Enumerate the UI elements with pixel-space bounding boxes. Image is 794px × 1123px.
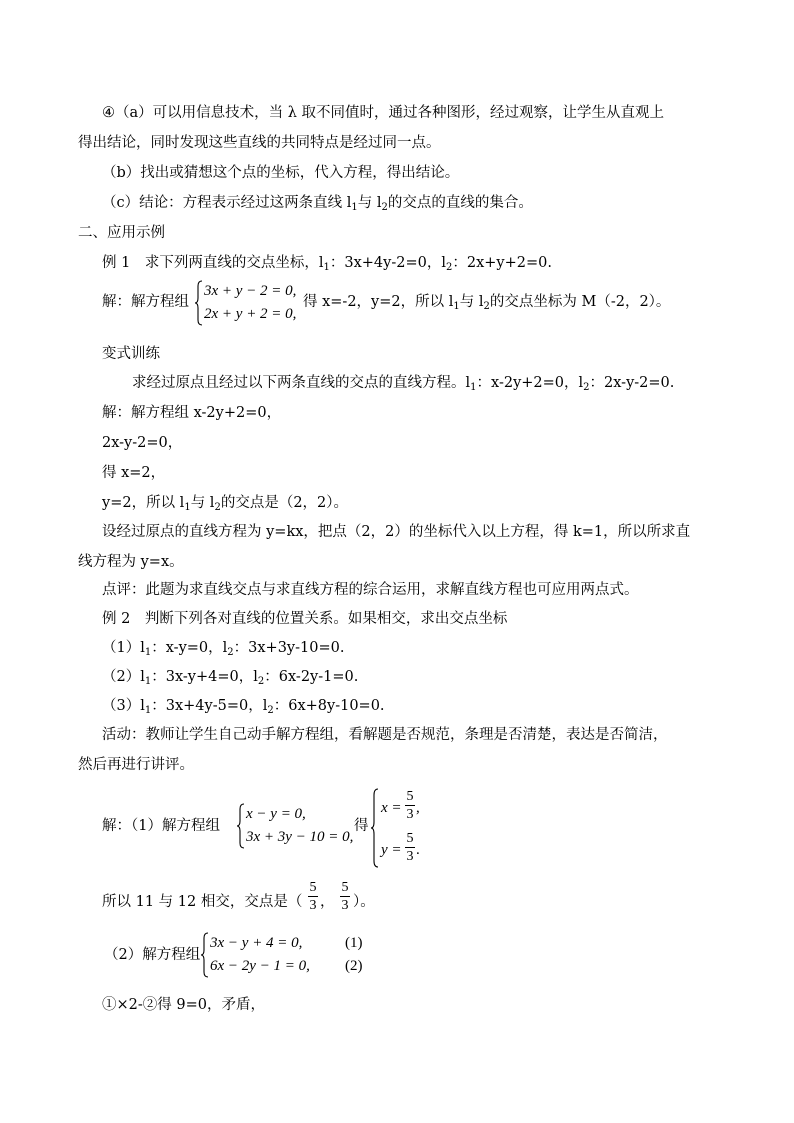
equation: 3x + y − 2 = 0,: [204, 283, 297, 299]
equation: 3x − y + 4 = 0,: [210, 935, 303, 951]
solution-2-1-prefix: 解：（1）解方程组: [102, 818, 220, 834]
subscript: 2: [267, 705, 274, 716]
equation: x =: [381, 800, 402, 816]
equation: 3x + 3y − 10 = 0,: [246, 829, 354, 845]
paragraph-line: 然后再进行讲评。: [78, 757, 194, 773]
subscript: 1: [470, 382, 477, 393]
text: ：2x-y-2=0.: [589, 375, 675, 391]
punctuation: ,: [416, 800, 420, 816]
solution-1-result: [303, 292, 670, 312]
paragraph-line: [102, 493, 348, 513]
subscript: 1: [144, 647, 152, 658]
paragraph-line: 得出结论，同时发现这些直线的共同特点是经过同一点。: [78, 135, 441, 151]
text: 得 x=-2，y=2，所以 l: [303, 294, 454, 310]
equation-system-2: [236, 803, 356, 849]
text: ：3x-y+4=0，l: [151, 669, 258, 685]
fraction-bar: [308, 896, 318, 897]
text: （c）结论：方程表示经过这两条直线 l: [102, 195, 352, 211]
subscript: 1: [323, 262, 330, 273]
subscript: 1: [144, 676, 152, 687]
subscript: 2: [257, 676, 265, 687]
subscript: 1: [184, 502, 191, 513]
conclusion-part: ，: [320, 894, 335, 910]
solution-2-2-prefix: （2）解方程组: [104, 947, 201, 963]
text: 求经过原点且经过以下两条直线的交点的直线方程。l: [132, 375, 471, 391]
paragraph-line: ④（a）可以用信息技术，当 λ 取不同值时，通过各种图形，经过观察，让学生从直观上: [102, 105, 665, 121]
text: （3）l: [102, 698, 145, 714]
fraction: [308, 880, 318, 913]
fraction: [405, 831, 415, 864]
left-brace-icon: [370, 788, 380, 868]
variant-question: [132, 373, 674, 393]
text: ：x-y=0，l: [151, 640, 228, 656]
text: ：2x+y+2=0.: [452, 255, 552, 271]
fraction-bar: [405, 805, 415, 806]
left-brace-icon: [200, 932, 210, 978]
text: ：3x+4y-5=0，l: [151, 698, 268, 714]
equation: 6x − 2y − 1 = 0,: [210, 958, 310, 974]
subscript: 1: [351, 202, 358, 213]
paragraph-line: [102, 193, 533, 213]
paragraph-line: 2x-y-2=0，: [102, 435, 183, 451]
fraction: [405, 789, 415, 822]
solution-system: [370, 788, 430, 868]
text: （2）l: [102, 669, 145, 685]
paragraph-line: ①×2-②得 9=0，矛盾，: [102, 997, 265, 1013]
denominator: 3: [406, 849, 414, 864]
equation: 2x + y + 2 = 0,: [204, 306, 297, 322]
paragraph-line: 线方程为 y=x。: [78, 554, 184, 570]
text: 与 l: [459, 294, 484, 310]
text: ：6x-2y-1=0.: [264, 669, 359, 685]
numerator: 5: [341, 880, 349, 895]
left-brace-icon: [236, 803, 246, 849]
denominator: 3: [309, 898, 317, 913]
denominator: 3: [406, 807, 414, 822]
conclusion-part: 所以 11 与 12 相交，交点是（: [102, 894, 303, 910]
subscript: 2: [227, 647, 234, 658]
numerator: 5: [406, 789, 414, 804]
paragraph-line: （b）找出或猜想这个点的坐标，代入方程，得出结论。: [102, 165, 460, 181]
comment: 点评：此题为求直线交点与求直线方程的综合运用，求解直线方程也可应用两点式。: [102, 582, 639, 598]
equation-system-1: [194, 280, 304, 326]
fraction: [340, 880, 350, 913]
result-label: 得: [354, 818, 369, 834]
example-2-item: [102, 696, 385, 716]
text: 与 l: [190, 495, 215, 511]
example-2: 例 2 判断下列各对直线的位置关系。如果相交，求出交点坐标: [102, 611, 508, 627]
equation: y =: [381, 842, 402, 858]
subscript: 2: [214, 502, 221, 513]
text: ：6x+8y-10=0.: [273, 698, 385, 714]
text: ：3x+4y-2=0，l: [329, 255, 446, 271]
text: y=2，所以 l: [102, 495, 185, 511]
denominator: 3: [341, 898, 349, 913]
equation-system-3: [200, 932, 380, 978]
subscript: 2: [583, 382, 590, 393]
section-heading: 二、应用示例: [78, 225, 165, 241]
paragraph-line: 设经过原点的直线方程为 y=kx，把点（2，2）的坐标代入以上方程，得 k=1，所以所求直: [102, 524, 691, 540]
example-1: [102, 253, 552, 273]
paragraph-line: 得 x=2，: [102, 465, 166, 481]
subscript: 1: [144, 705, 152, 716]
variant-title: 变式训练: [102, 346, 160, 362]
punctuation: .: [416, 842, 420, 858]
conclusion-part: ）。: [353, 894, 375, 910]
text: 的交点的直线的集合。: [387, 195, 533, 211]
equation-tag: (1): [345, 935, 363, 951]
example-2-item: [102, 638, 344, 658]
text: 的交点是（2，2）。: [220, 495, 349, 511]
subscript: 2: [381, 202, 388, 213]
text: 与 l: [357, 195, 382, 211]
subscript: 1: [453, 301, 460, 312]
numerator: 5: [309, 880, 317, 895]
paragraph-line: 活动：教师让学生自己动手解方程组，看解题是否规范，条理是否清楚，表达是否简洁，: [102, 727, 668, 743]
equation: x − y = 0,: [246, 806, 306, 822]
text: （1）l: [102, 640, 145, 656]
example-2-item: [102, 667, 358, 687]
equation-tag: (2): [345, 958, 363, 974]
text: ：3x+3y-10=0.: [233, 640, 345, 656]
paragraph-line: 解：解方程组 x-2y+2=0，: [102, 405, 282, 421]
solution-1-prefix: 解：解方程组: [102, 294, 189, 310]
fraction-bar: [405, 847, 415, 848]
text: ：x-2y+2=0，l: [476, 375, 584, 391]
text: 例 1 求下列两直线的交点坐标，l: [102, 255, 324, 271]
left-brace-icon: [194, 280, 204, 326]
fraction-bar: [340, 896, 350, 897]
subscript: 2: [445, 262, 453, 273]
subscript: 2: [483, 301, 490, 312]
text: 的交点坐标为 M（-2，2）。: [489, 294, 671, 310]
numerator: 5: [406, 831, 414, 846]
